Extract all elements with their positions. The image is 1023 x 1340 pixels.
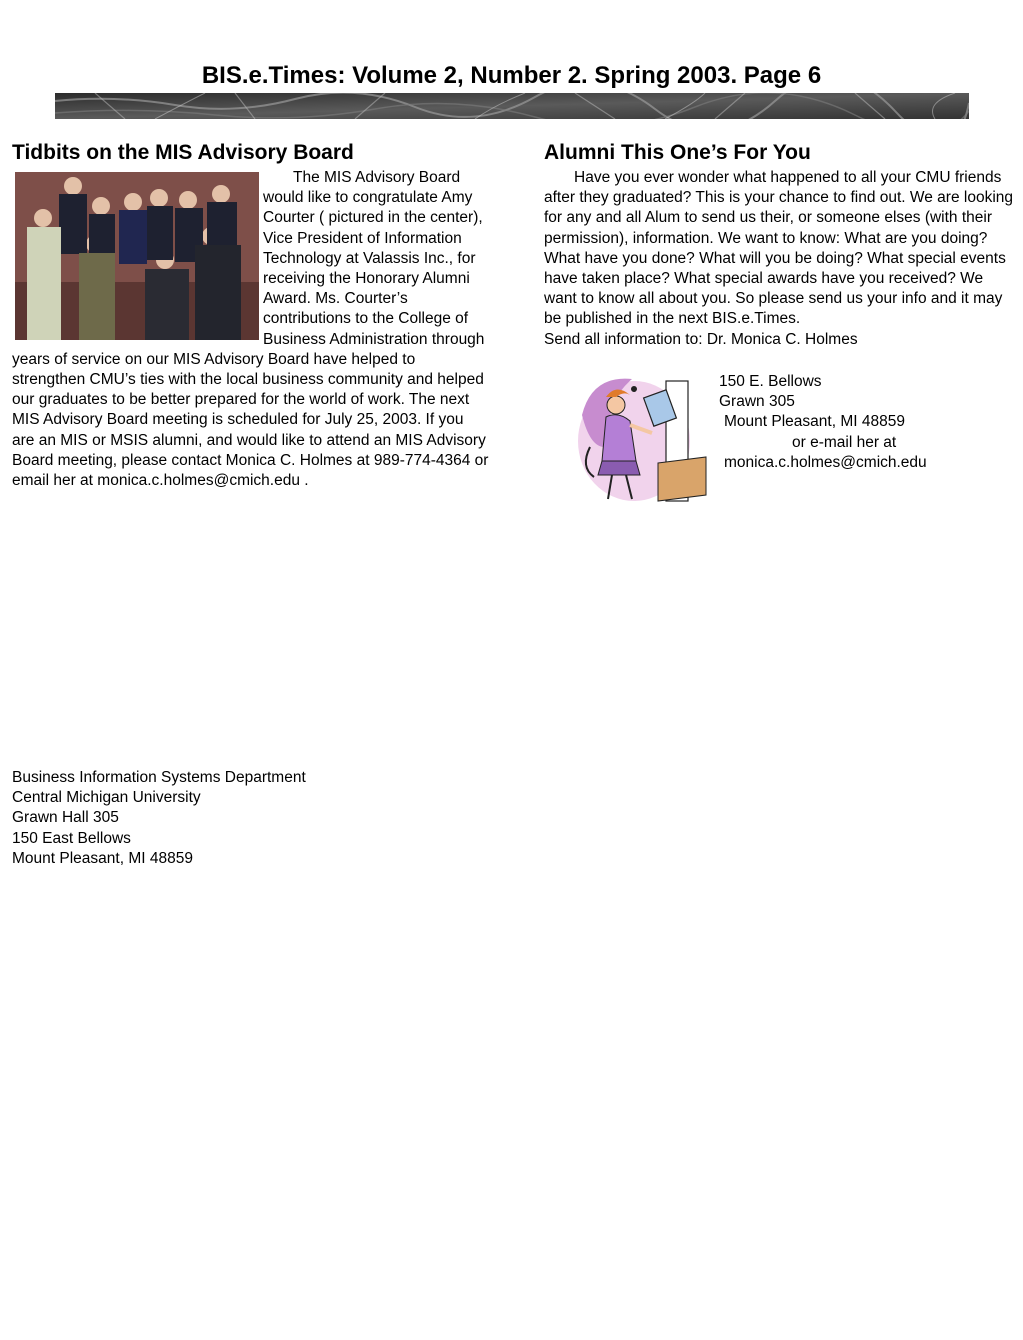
alumni-body-text: Have you ever wonder what happened to all your CMU friends after they graduated? This is your chance to find out. We are looking for any and all Alum to send us their, or someone elses (with their permission), information. We want to know: What are you doing? What have you done? What will you be doing? What special events have taken place? What special awards have you received? We want to know all about you. So please send us your info and it may be published in the next BIS.e.Times. <box>544 169 1014 328</box>
department-address <box>12 768 306 869</box>
email-address: monica.c.holmes@cmich.edu <box>724 453 927 471</box>
address-line: Mount Pleasant, MI 48859 <box>724 413 905 431</box>
alumni-body <box>544 168 1014 350</box>
marble-banner <box>55 93 969 119</box>
email-prompt: or e-mail her at <box>792 433 897 451</box>
marble-banner-graphic <box>55 93 969 119</box>
woman-at-computer-clipart <box>572 375 710 503</box>
advisory-board-heading: Tidbits on the MIS Advisory Board <box>12 141 354 164</box>
group-photo <box>15 172 259 340</box>
address-line: 150 E. Bellows <box>719 373 822 390</box>
page-title: BIS.e.Times: Volume 2, Number 2. Spring 2003. Page 6 <box>201 62 822 89</box>
address-line: Grawn 305 <box>719 393 795 411</box>
advisory-board-body-text: The MIS Advisory Board would like to congratulate Amy Courter ( pictured in the center), Vice President of Information Technology at Valassis Inc., for receiving the Honorary Alumni Award. Ms. Courter’s contributions to the College of Business Administration through years of service on our MIS Advisory Board have helped to strengthen CMU’s ties with the local business community and helped our graduates to be better prepared for the world of work. The next MIS Advisory Board meeting is scheduled for July 25, 2003. If you are an MIS or MSIS alumni, and would like to attend an MIS Advisory Board meeting, please contact Monica C. Holmes at 989-774-4364 or email her at monica.c.holmes@cmich.edu . <box>12 169 489 490</box>
advisory-board-article <box>12 138 490 491</box>
department-line: Business Information Systems Department <box>12 769 306 786</box>
group-photo-graphic <box>15 172 259 340</box>
city-line: Mount Pleasant, MI 48859 <box>12 849 193 867</box>
alumni-heading: Alumni This One’s For You <box>544 141 811 164</box>
building-line: Grawn Hall 305 <box>12 809 119 827</box>
mailing-address <box>719 372 927 473</box>
alumni-article <box>544 138 1014 471</box>
university-line: Central Michigan University <box>12 789 201 807</box>
send-info-line: Send all information to: Dr. Monica C. Holmes <box>544 330 858 348</box>
woman-at-computer-graphic <box>572 375 710 503</box>
street-line: 150 East Bellows <box>12 829 131 847</box>
